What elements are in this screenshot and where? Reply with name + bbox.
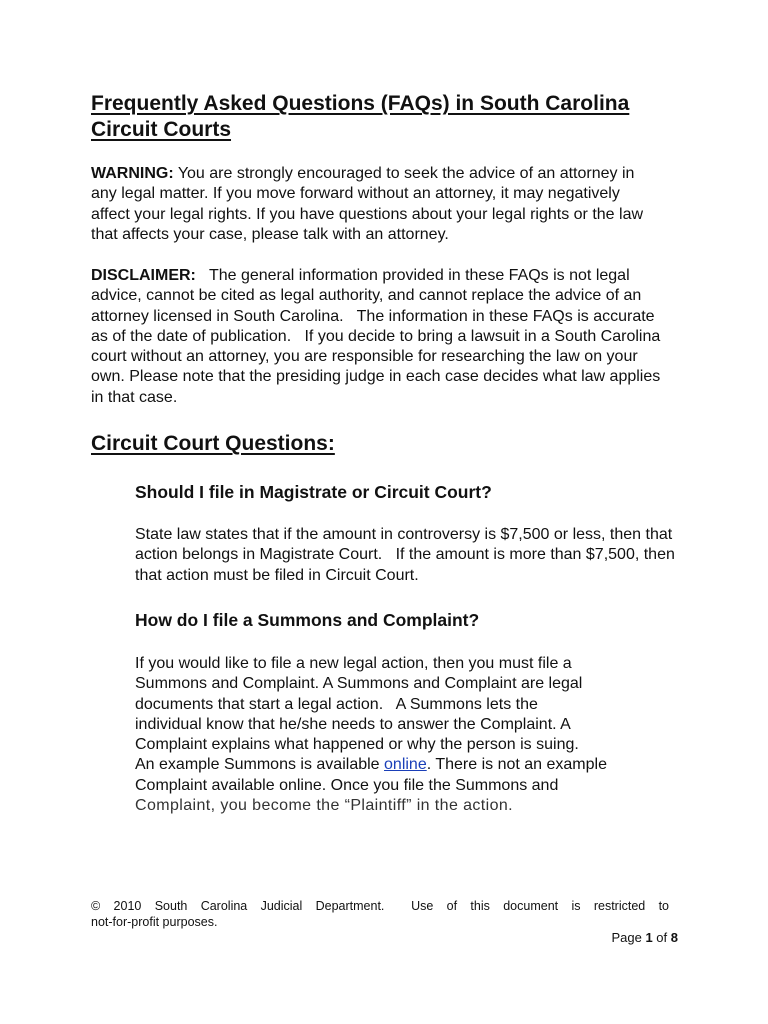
disclaimer-label: DISCLAIMER: — [91, 267, 196, 284]
section-heading: Circuit Court Questions: — [91, 432, 335, 455]
warning-paragraph — [91, 164, 661, 245]
answer-line: Complaint explains what happened or why the person is suing. — [135, 736, 579, 754]
page-prefix: Page — [611, 930, 646, 945]
document-title: Frequently Asked Questions (FAQs) in South Carolina Circuit Courts — [91, 92, 630, 141]
warning-label: WARNING: — [91, 165, 174, 182]
answer-paragraph — [135, 654, 675, 816]
disclaimer-text: The general information provided in these FAQs is not legal advice, cannot be cited as legal authority, and cannot replace the advice of an attorney licensed in South Carolina. The information in these FAQs is accurate as of the date of publication. If you decide to bring a lawsuit in a South Carolina court without an attorney, you are responsible for researching the law on your own. Please note that the presiding judge in each case decides what law applies in that case. — [91, 267, 665, 406]
copyright-line: not-for-profit purposes. — [91, 915, 218, 929]
answer-line: Summons and Complaint. A Summons and Complaint are legal — [135, 675, 583, 693]
answer-line: Complaint available online. Once you file the Summons and — [135, 776, 559, 794]
answer-line-example — [135, 755, 675, 775]
disclaimer-paragraph — [91, 266, 665, 408]
footer-copyright — [91, 898, 669, 930]
example-text-after: . There is not an example — [426, 756, 607, 774]
answer-line: Complaint, you become the “Plaintiff” in the action. — [135, 797, 514, 815]
warning-text: You are strongly encouraged to seek the advice of an attorney in any legal matter. If you move forward without an attorney, it may negatively affect your legal rights. If you have questions about your legal rights or the law that affects your case, please talk with an attorney. — [91, 165, 644, 243]
answer-line: documents that start a legal action. A Summons lets the — [135, 695, 538, 713]
question-heading: Should I file in Magistrate or Circuit Court? — [135, 482, 492, 502]
page-total: 8 — [670, 930, 678, 945]
page-number — [611, 930, 678, 945]
answer-paragraph: State law states that if the amount in controversy is $7,500 or less, then that action belongs in Magistrate Court. If the amount is more than $7,500, then that action must be filed in Circuit Court. — [135, 526, 680, 584]
page-of: of — [652, 930, 671, 945]
answer-line: If you would like to file a new legal action, then you must file a — [135, 655, 572, 672]
online-link[interactable]: online — [384, 756, 427, 774]
page-current: 1 — [645, 930, 653, 945]
copyright-line: © 2010 South Carolina Judicial Department. Use of this document is restricted to — [91, 899, 669, 913]
question-heading: How do I file a Summons and Complaint? — [135, 610, 480, 630]
answer-line: individual know that he/she needs to answer the Complaint. A — [135, 715, 571, 733]
example-text-before: An example Summons is available — [135, 756, 385, 774]
